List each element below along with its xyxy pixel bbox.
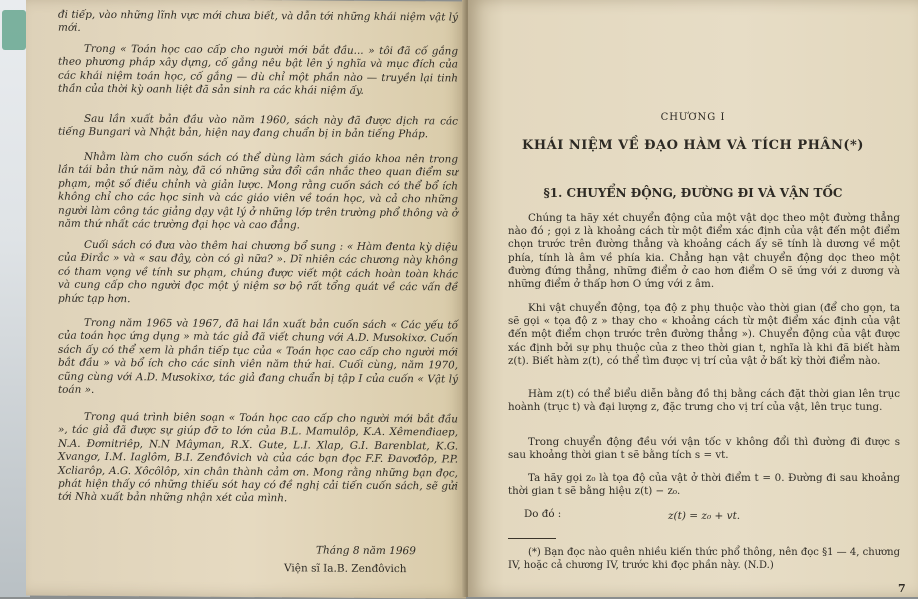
right-paragraph-3: Hàm z(t) có thể biểu diễn bằng đồ thị bằng cách đặt thời gian lên trục hoành (trục t) và đại lượng z, đặc trưng cho vị trí của vật, lên trục tung.: [508, 388, 900, 414]
right-paragraph-5: Ta hãy gọi z₀ là tọa độ của vật ở thời điểm t = 0. Đường đi sau khoảng thời gian t sẽ bằng hiệu z(t) − z₀.: [508, 472, 900, 498]
left-paragraph-2: Trong « Toán học cao cấp cho người mới bắt đầu... » tôi đã cố gắng theo phương pháp xây dựng, cố gắng nêu bật lên ý nghĩa và mục đích của các khái niệm toán học, cố gắng — dù chỉ một phần nào — truyền lại tinh thần của thời kỳ oanh liệt đã sản sinh ra các khái niệm ấy.: [58, 42, 458, 98]
right-page: [468, 0, 918, 597]
right-paragraph-1: Chúng ta hãy xét chuyển động của một vật dọc theo một đường thẳng nào đó ; gọi z là khoảng cách từ một điểm xác định của vật đến một điểm chọn trước trên đường thẳng và khoảng cách ấy sẽ tính là dương về một phía, tính là âm về phía kia. Chẳng hạn vật chuyển động dọc theo một đường đứng thẳng, những điểm ở cao hơn điểm O sẽ ứng với z dương và những điểm ở thấp hơn O ứng với z âm.: [508, 212, 900, 291]
right-paragraph-4: Trong chuyển động đều với vận tốc v không đổi thì đường đi được s sau khoảng thời gian t sẽ bằng tích s = vt.: [508, 436, 900, 462]
page-number: 7: [898, 582, 906, 595]
date-line: Tháng 8 năm 1969: [316, 544, 416, 558]
left-paragraph-7: Trong quá trình biên soạn « Toán học cao cấp cho người mới bắt đầu », tác giả đã được sự giúp đỡ to lớn của B.L. Mamulôp, K.A. Xêmenđiaep, N.A. Đơmitriêp, N.N Mâyman, R.X. Gute, L.I. Xlap, G.I. Barenblat, K.G. Xvangơ, I.M. Iaglôm, B.I. Zenđôvich và của các bạn đọc F.F. Đavơđôp, P.P. Xcliarôp, A.G. Xôcôlôp, xin chân thành cảm ơn. Mong rằng những bạn đọc, phát hiện thấy có những thiếu sót hay có đề nghị cải tiến cuốn sách, sẽ gửi tới Nhà xuất bản những nhận xét của mình.: [58, 410, 458, 505]
section-title: §1. CHUYỂN ĐỘNG, ĐƯỜNG ĐI VÀ VẬN TỐC: [543, 186, 843, 200]
left-page: [26, 0, 466, 599]
formula: z(t) = z₀ + vt.: [668, 510, 741, 522]
footnote-divider: [508, 538, 556, 539]
background-object: [2, 10, 26, 50]
left-paragraph-5: Cuối sách có đưa vào thêm hai chương bổ sung : « Hàm đenta kỳ diệu của Đirắc » và « sau đây, còn có gì nữa? ». Dĩ nhiên các chương này không có tham vọng về tính sư phạm, chúng được viết một cách hoàn toàn khác và cung cấp cho người đọc một ý niệm sơ bộ rất tổng quát về các vấn đề phức tạp hơn.: [58, 238, 458, 305]
right-paragraph-2: Khi vật chuyển động, tọa độ z phụ thuộc vào thời gian (để cho gọn, ta sẽ gọi « tọa độ z » thay cho « khoảng cách từ một điểm xác định của vật đến một điểm chọn trước trên đường thẳng »). Chuyển động của vật được xác định bởi sự phụ thuộc của z theo thời gian t, nghĩa là khi đã biết hàm z(t). Biết hàm z(t), có thể tìm được vị trí của vật ở bất kỳ thời điểm nào.: [508, 302, 900, 367]
left-paragraph-6: Trong năm 1965 và 1967, đã hai lần xuất bản cuốn sách « Các yếu tố của toán học ứng dụng » mà tác giả đã viết chung với A.D. Mưsokixơ. Cuốn sách ấy có thể xem là phần tiếp tục của « Toán học cao cấp cho người mới bắt đầu » và bổ ích cho các sinh viên năm thứ hai. Cuối cùng, năm 1970, cũng cùng với A.D. Mưsokixơ, tác giả đang chuẩn bị tập I của cuốn « Vật lý toán ».: [58, 316, 458, 396]
left-paragraph-4: Nhằm làm cho cuốn sách có thể dùng làm sách giáo khoa nên trong lần tái bản thứ năm này, đã có những sửa đổi cần nhắc theo quan điểm sư phạm, một số điều chỉnh và giản lược. Mong rằng cuốn sách có thể bổ ích không chỉ cho các học sinh và các giáo viên về toán học, và cả cho những người làm công tác giảng dạy vật lý ở những lớp trên trường phổ thông và ở năm thứ nhất các trường đại học và cao đẳng.: [58, 150, 458, 232]
author-signature: Viện sĩ Ia.B. Zenđôvich: [284, 562, 407, 576]
footnote: (*) Bạn đọc nào quên nhiều kiến thức phổ thông, nên đọc §1 — 4, chương IV, hoặc cả chương IV, trước khi đọc phần này. (N.D.): [508, 547, 900, 572]
left-paragraph-1: đi tiếp, vào những lĩnh vực mới chưa biết, và dẫn tới những khái niệm vật lý mới.: [58, 8, 458, 35]
chapter-label: CHƯƠNG I: [660, 112, 726, 123]
left-paragraph-3: Sau lần xuất bản đầu vào năm 1960, sách này đã được dịch ra các tiếng Bungari và Nhật bản, hiện nay đang chuẩn bị in bản tiếng Pháp.: [58, 112, 458, 141]
do-do-label: Do đó :: [524, 508, 562, 520]
chapter-title: KHÁI NIỆM VỀ ĐẠO HÀM VÀ TÍCH PHÂN(*): [522, 138, 864, 153]
